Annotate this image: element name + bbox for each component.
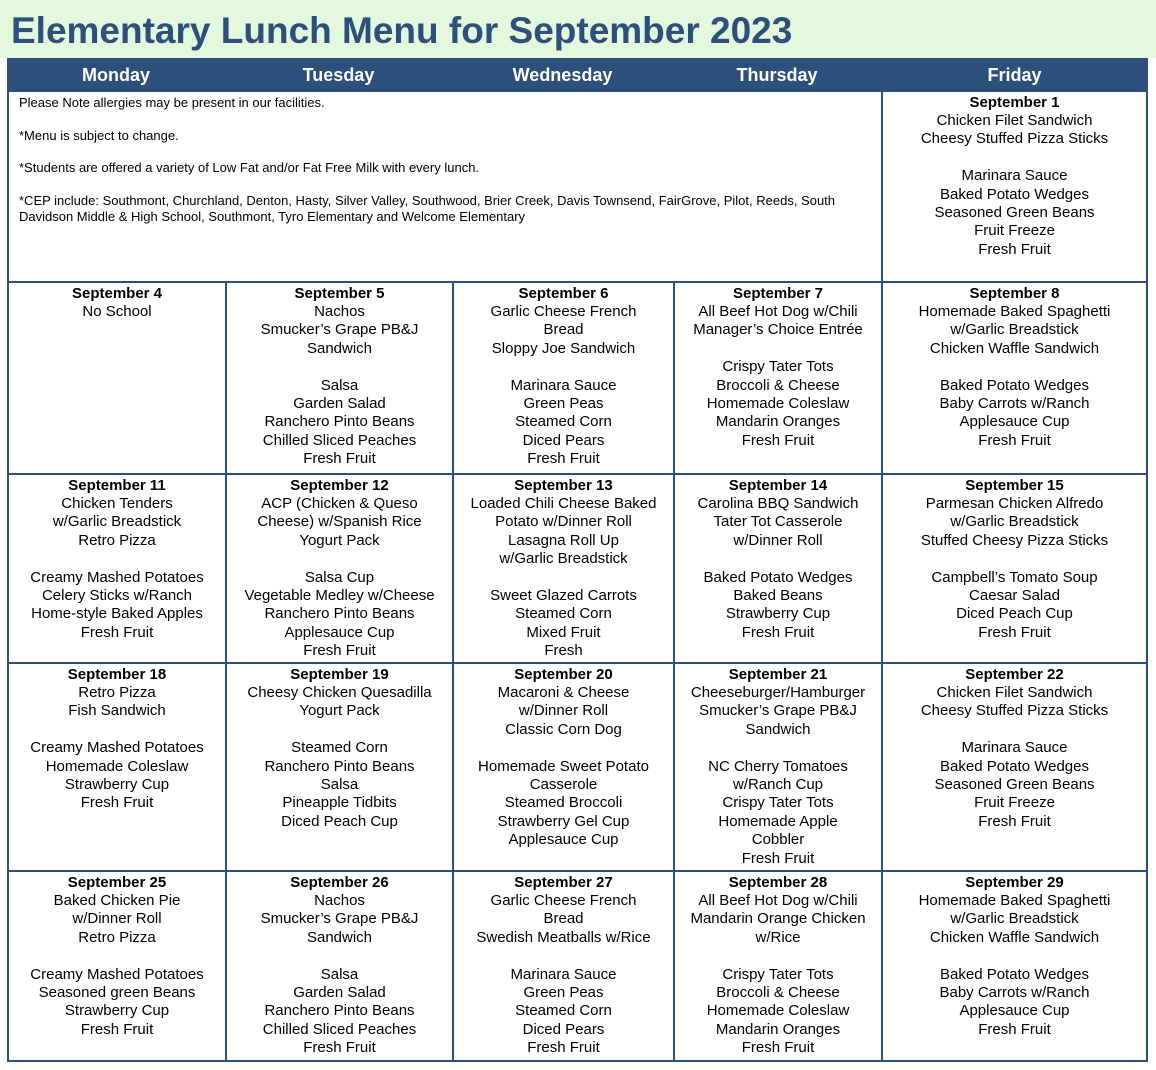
menu-item: Baby Carrots w/Ranch [939,395,1090,413]
menu-item: Steamed Corn [515,605,612,623]
menu-item: Mandarin Oranges [715,1020,841,1038]
menu-spacer [227,358,452,376]
menu-item: Home-style Baked Apples [31,605,203,623]
menu-item: Applesauce Cup [284,623,395,641]
menu-item: Green Peas [523,984,604,1002]
menu-item: Campbell’s Tomato Soup [931,568,1098,586]
menu-item: Marinara Sauce [510,376,617,394]
menu-item: Garlic Cheese French [490,892,637,909]
menu-item: w/Garlic Breadstick [950,513,1079,531]
menu-item: Sandwich [306,928,373,946]
menu-item: Pineapple Tidbits [282,794,397,812]
day-header-friday: Friday [881,58,1148,90]
menu-item: w/Ranch Cup [732,776,824,794]
menu-item: Diced Pears [522,1020,605,1038]
menu-item: Smucker’s Grape PB&J [699,702,857,720]
menu-item: Baked Potato Wedges [940,965,1089,983]
menu-item: Cheeseburger/Hamburger [690,684,866,701]
menu-calendar [7,58,1148,1062]
note-cep: *CEP include: Southmont, Churchland, Denton, Hasty, Silver Valley, Southwood, Brier Creek, Davis Townsend, FairGrove, Pilot, Reeds, South Davidson Middle & High School, Southmont, Tyro Elementary and Welcome Elementary [19,192,836,224]
menu-item: Creamy Mashed Potatoes [30,965,204,983]
menu-item: Baked Potato Wedges [940,376,1089,394]
menu-spacer [454,569,673,587]
day-cell-friday [881,870,1148,1062]
menu-item: NC Cherry Tomatoes [708,757,848,775]
day-cell-friday [881,281,1148,475]
menu-item: Fruit Freeze [974,222,1055,240]
day-cell-thursday [673,473,883,664]
menu-item: Ranchero Pinto Beans [264,1002,415,1020]
menu-item: Steamed Corn [515,1002,612,1020]
menu-item: Chicken Waffle Sandwich [929,339,1100,357]
menu-item: Creamy Mashed Potatoes [30,739,204,757]
menu-item: No School [82,303,152,320]
day-cell-tuesday [225,870,454,1062]
menu-item: All Beef Hot Dog w/Chili [698,303,858,320]
menu-item: w/Garlic Breadstick [52,513,182,531]
menu-item: Marinara Sauce [510,965,617,983]
menu-item: Vegetable Medley w/Cheese [244,587,435,605]
menu-item: Salsa [320,965,359,983]
menu-item: Baked Potato Wedges [940,185,1089,203]
menu-item: Crispy Tater Tots [722,965,834,983]
menu-item: w/Garlic Breadstick [950,910,1079,928]
menu-item: w/Garlic Breadstick [950,321,1079,339]
day-date: September 14 [728,477,828,494]
menu-item: Ranchero Pinto Beans [264,605,415,623]
day-cell-wednesday [452,473,675,664]
menu-item: Strawberry Cup [64,1002,170,1020]
day-cell-tuesday [225,662,454,872]
day-date: September 27 [514,874,613,891]
day-date: September 25 [67,874,167,891]
menu-item: Mandarin Oranges [715,413,841,431]
menu-item: Broccoli & Cheese [716,376,840,394]
menu-item: Bread [543,910,584,928]
menu-item: Caesar Salad [969,587,1060,605]
menu-spacer [675,340,881,358]
menu-item: Yogurt Pack [299,531,380,549]
menu-item: Casserole [529,776,598,794]
menu-item: Homemade Sweet Potato [478,757,649,775]
day-cell-thursday [673,870,883,1062]
day-date: September 5 [294,285,385,302]
note-allergies: Please Note allergies may be present in our facilities. [19,95,325,110]
menu-item: Tater Tot Casserole [713,513,843,531]
menu-item: Homemade Coleslaw [45,757,189,775]
menu-spacer [9,721,225,739]
day-cell-monday [7,473,227,664]
menu-spacer [9,550,225,568]
menu-item: Potato w/Dinner Roll [495,513,632,531]
menu-spacer [883,149,1146,167]
day-cell-friday [881,662,1148,872]
page-title: Elementary Lunch Menu for September 2023 [11,10,793,51]
day-date: September 21 [728,666,828,683]
menu-item: Homemade Baked Spaghetti [918,892,1111,909]
menu-spacer [227,721,452,739]
menu-item: Cheese) w/Spanish Rice [257,513,422,531]
menu-item: Seasoned Green Beans [934,776,1095,794]
menu-item: Baby Carrots w/Ranch [939,984,1090,1002]
menu-item: Homemade Baked Spaghetti [918,303,1111,320]
day-header-monday: Monday [7,58,225,90]
day-date: September 22 [965,666,1064,683]
menu-item: Diced Peach Cup [956,605,1073,623]
menu-spacer [9,947,225,965]
day-cell-thursday [673,281,883,475]
menu-item: Classic Corn Dog [505,720,622,738]
menu-item: Strawberry Gel Cup [497,812,630,830]
menu-item: Seasoned green Beans [38,984,196,1002]
day-cell-tuesday [225,281,454,475]
menu-item: Garden Salad [293,984,386,1002]
menu-item: Fresh Fruit [741,623,815,641]
day-cell-tuesday [225,473,454,664]
day-date: September 11 [68,477,166,494]
day-header-wednesday: Wednesday [452,58,673,90]
menu-item: Chilled Sliced Peaches [262,431,417,449]
menu-item: Chilled Sliced Peaches [262,1020,417,1038]
menu-item: Smucker’s Grape PB&J [260,321,419,339]
menu-item: Strawberry Cup [64,776,170,794]
day-date: September 26 [290,874,389,891]
day-date: September 8 [969,285,1060,302]
menu-item: Steamed Corn [291,739,388,757]
menu-spacer [227,947,452,965]
menu-item: Crispy Tater Tots [722,794,834,812]
menu-item: Retro Pizza [78,928,156,946]
day-date: September 20 [514,666,613,683]
menu-spacer [227,550,452,568]
menu-item: Chicken Waffle Sandwich [929,928,1100,946]
day-cell-monday [7,662,227,872]
menu-item: Smucker’s Grape PB&J [260,910,419,928]
menu-spacer [883,550,1146,568]
menu-item: Fresh Fruit [303,450,376,468]
menu-item: Salsa Cup [304,568,375,586]
menu-item: Swedish Meatballs w/Rice [476,928,651,946]
menu-item: Chicken Filet Sandwich [936,684,1093,701]
menu-item: Baked Chicken Pie [53,892,181,909]
menu-item: Diced Peach Cup [281,812,398,830]
menu-item: Fresh Fruit [978,431,1051,449]
day-date: September 28 [728,874,828,891]
menu-spacer [675,947,881,965]
menu-item: Lasagna Roll Up [508,531,619,549]
menu-item: Crispy Tater Tots [722,358,834,376]
day-cell-monday [7,870,227,1062]
menu-item: Cobbler [751,831,805,849]
note-milk: *Students are offered a variety of Low Fat and/or Fat Free Milk with every lunch. [19,160,480,175]
menu-item: Homemade Coleslaw [706,1002,850,1020]
menu-item: Salsa [320,376,359,394]
menu-item: Applesauce Cup [959,413,1070,431]
menu-item: ACP (Chicken & Queso [261,495,418,512]
menu-item: Sloppy Joe Sandwich [491,339,636,357]
day-date: September 12 [290,477,389,494]
menu-spacer [675,550,881,568]
menu-item: Retro Pizza [78,531,156,549]
menu-item: Fresh Fruit [978,240,1051,258]
day-cell-thursday [673,662,883,872]
menu-item: Fresh Fruit [978,812,1051,830]
menu-item: Mixed Fruit [526,623,601,641]
menu-item: Retro Pizza [78,684,156,701]
menu-item: Fresh Fruit [303,642,376,660]
menu-item: Applesauce Cup [959,1002,1070,1020]
day-cell-wednesday [452,870,675,1062]
menu-item: Fresh Fruit [741,1039,815,1057]
menu-spacer [454,358,673,376]
menu-spacer [883,721,1146,739]
menu-item: Fresh Fruit [741,431,815,449]
menu-item: Fish Sandwich [68,702,166,720]
menu-item: Stuffed Cheesy Pizza Sticks [920,531,1109,549]
menu-spacer [454,947,673,965]
menu-item: Fresh Fruit [978,1020,1051,1038]
menu-item: Fresh Fruit [303,1039,376,1057]
menu-item: Homemade Coleslaw [706,395,850,413]
day-date: September 1 [969,94,1060,111]
menu-item: Sweet Glazed Carrots [490,587,637,605]
menu-item: Cheesy Stuffed Pizza Sticks [920,702,1109,720]
menu-item: Garden Salad [293,395,386,413]
menu-item: Fresh Fruit [527,1039,600,1057]
note-menu-change: *Menu is subject to change. [19,127,179,143]
day-date: September 4 [71,285,163,302]
menu-spacer [675,739,881,757]
menu-item: w/Garlic Breadstick [499,550,628,568]
day-date: September 19 [290,666,389,683]
menu-item: Green Peas [523,395,604,413]
day-date: September 13 [514,477,613,494]
menu-item: Carolina BBQ Sandwich [697,495,859,512]
day-date: September 7 [732,285,824,302]
menu-item: w/Dinner Roll [518,702,609,720]
menu-item: Cheesy Chicken Quesadilla [247,684,432,701]
menu-item: Garlic Cheese French [490,303,637,320]
day-cell-wednesday [452,662,675,872]
menu-spacer [883,358,1146,376]
menu-item: Nachos [314,303,365,320]
menu-item: Fresh Fruit [80,1020,154,1038]
day-date: September 29 [965,874,1064,891]
day-date: September 15 [965,477,1064,494]
menu-item: Steamed Corn [515,413,612,431]
menu-item: Manager’s Choice Entrée [693,321,863,339]
menu-item: Ranchero Pinto Beans [264,413,415,431]
menu-item: w/Dinner Roll [72,910,162,928]
title-banner [0,0,1156,58]
day-header-thursday: Thursday [673,58,881,90]
menu-item: Applesauce Cup [508,831,619,849]
menu-spacer [883,947,1146,965]
menu-item: Parmesan Chicken Alfredo [925,495,1104,512]
menu-item: Chicken Filet Sandwich [936,112,1093,129]
menu-item: Celery Sticks w/Ranch [41,587,193,605]
menu-item: Steamed Broccoli [504,794,623,812]
menu-item: Bread [543,321,584,339]
day-cell-monday [7,281,227,475]
menu-item: Baked Potato Wedges [940,757,1089,775]
menu-item: Fresh Fruit [527,450,600,468]
menu-item: Marinara Sauce [961,739,1068,757]
menu-item: Fresh Fruit [741,849,815,867]
menu-item: Broccoli & Cheese [716,984,840,1002]
menu-item: Loaded Chili Cheese Baked [470,495,657,512]
menu-item: Nachos [314,892,365,909]
menu-item: Fresh Fruit [978,623,1051,641]
notes-box [7,90,883,283]
menu-item: Fruit Freeze [974,794,1055,812]
menu-item: Baked Potato Wedges [703,568,853,586]
day-header-tuesday: Tuesday [225,58,452,90]
menu-item: Marinara Sauce [961,167,1068,185]
menu-item: Sandwich [745,720,811,738]
menu-item: Sandwich [306,339,373,357]
day-date: September 18 [67,666,167,683]
menu-item: Baked Beans [733,587,823,605]
menu-spacer [454,739,673,757]
day-cell-friday [881,473,1148,664]
menu-item: Homemade Apple [718,812,838,830]
menu-item: Macaroni & Cheese [497,684,630,701]
menu-item: Creamy Mashed Potatoes [30,568,204,586]
menu-item: Fresh Fruit [80,623,154,641]
menu-item: Fresh [544,642,583,660]
menu-item: w/Dinner Roll [733,531,823,549]
menu-item: Mandarin Orange Chicken [690,910,866,928]
menu-item: Yogurt Pack [299,702,380,720]
day-cell-friday [881,90,1148,283]
menu-item: Fresh Fruit [80,794,154,812]
menu-item: Diced Pears [522,431,605,449]
menu-item: w/Rice [755,928,801,946]
menu-item: Ranchero Pinto Beans [264,757,415,775]
menu-item: Chicken Tenders [61,495,173,512]
menu-item: All Beef Hot Dog w/Chili [698,892,858,909]
day-date: September 6 [518,285,609,302]
menu-item: Seasoned Green Beans [934,204,1095,222]
menu-item: Salsa [320,776,359,794]
day-cell-wednesday [452,281,675,475]
menu-item: Strawberry Cup [725,605,831,623]
menu-item: Cheesy Stuffed Pizza Sticks [920,130,1109,148]
